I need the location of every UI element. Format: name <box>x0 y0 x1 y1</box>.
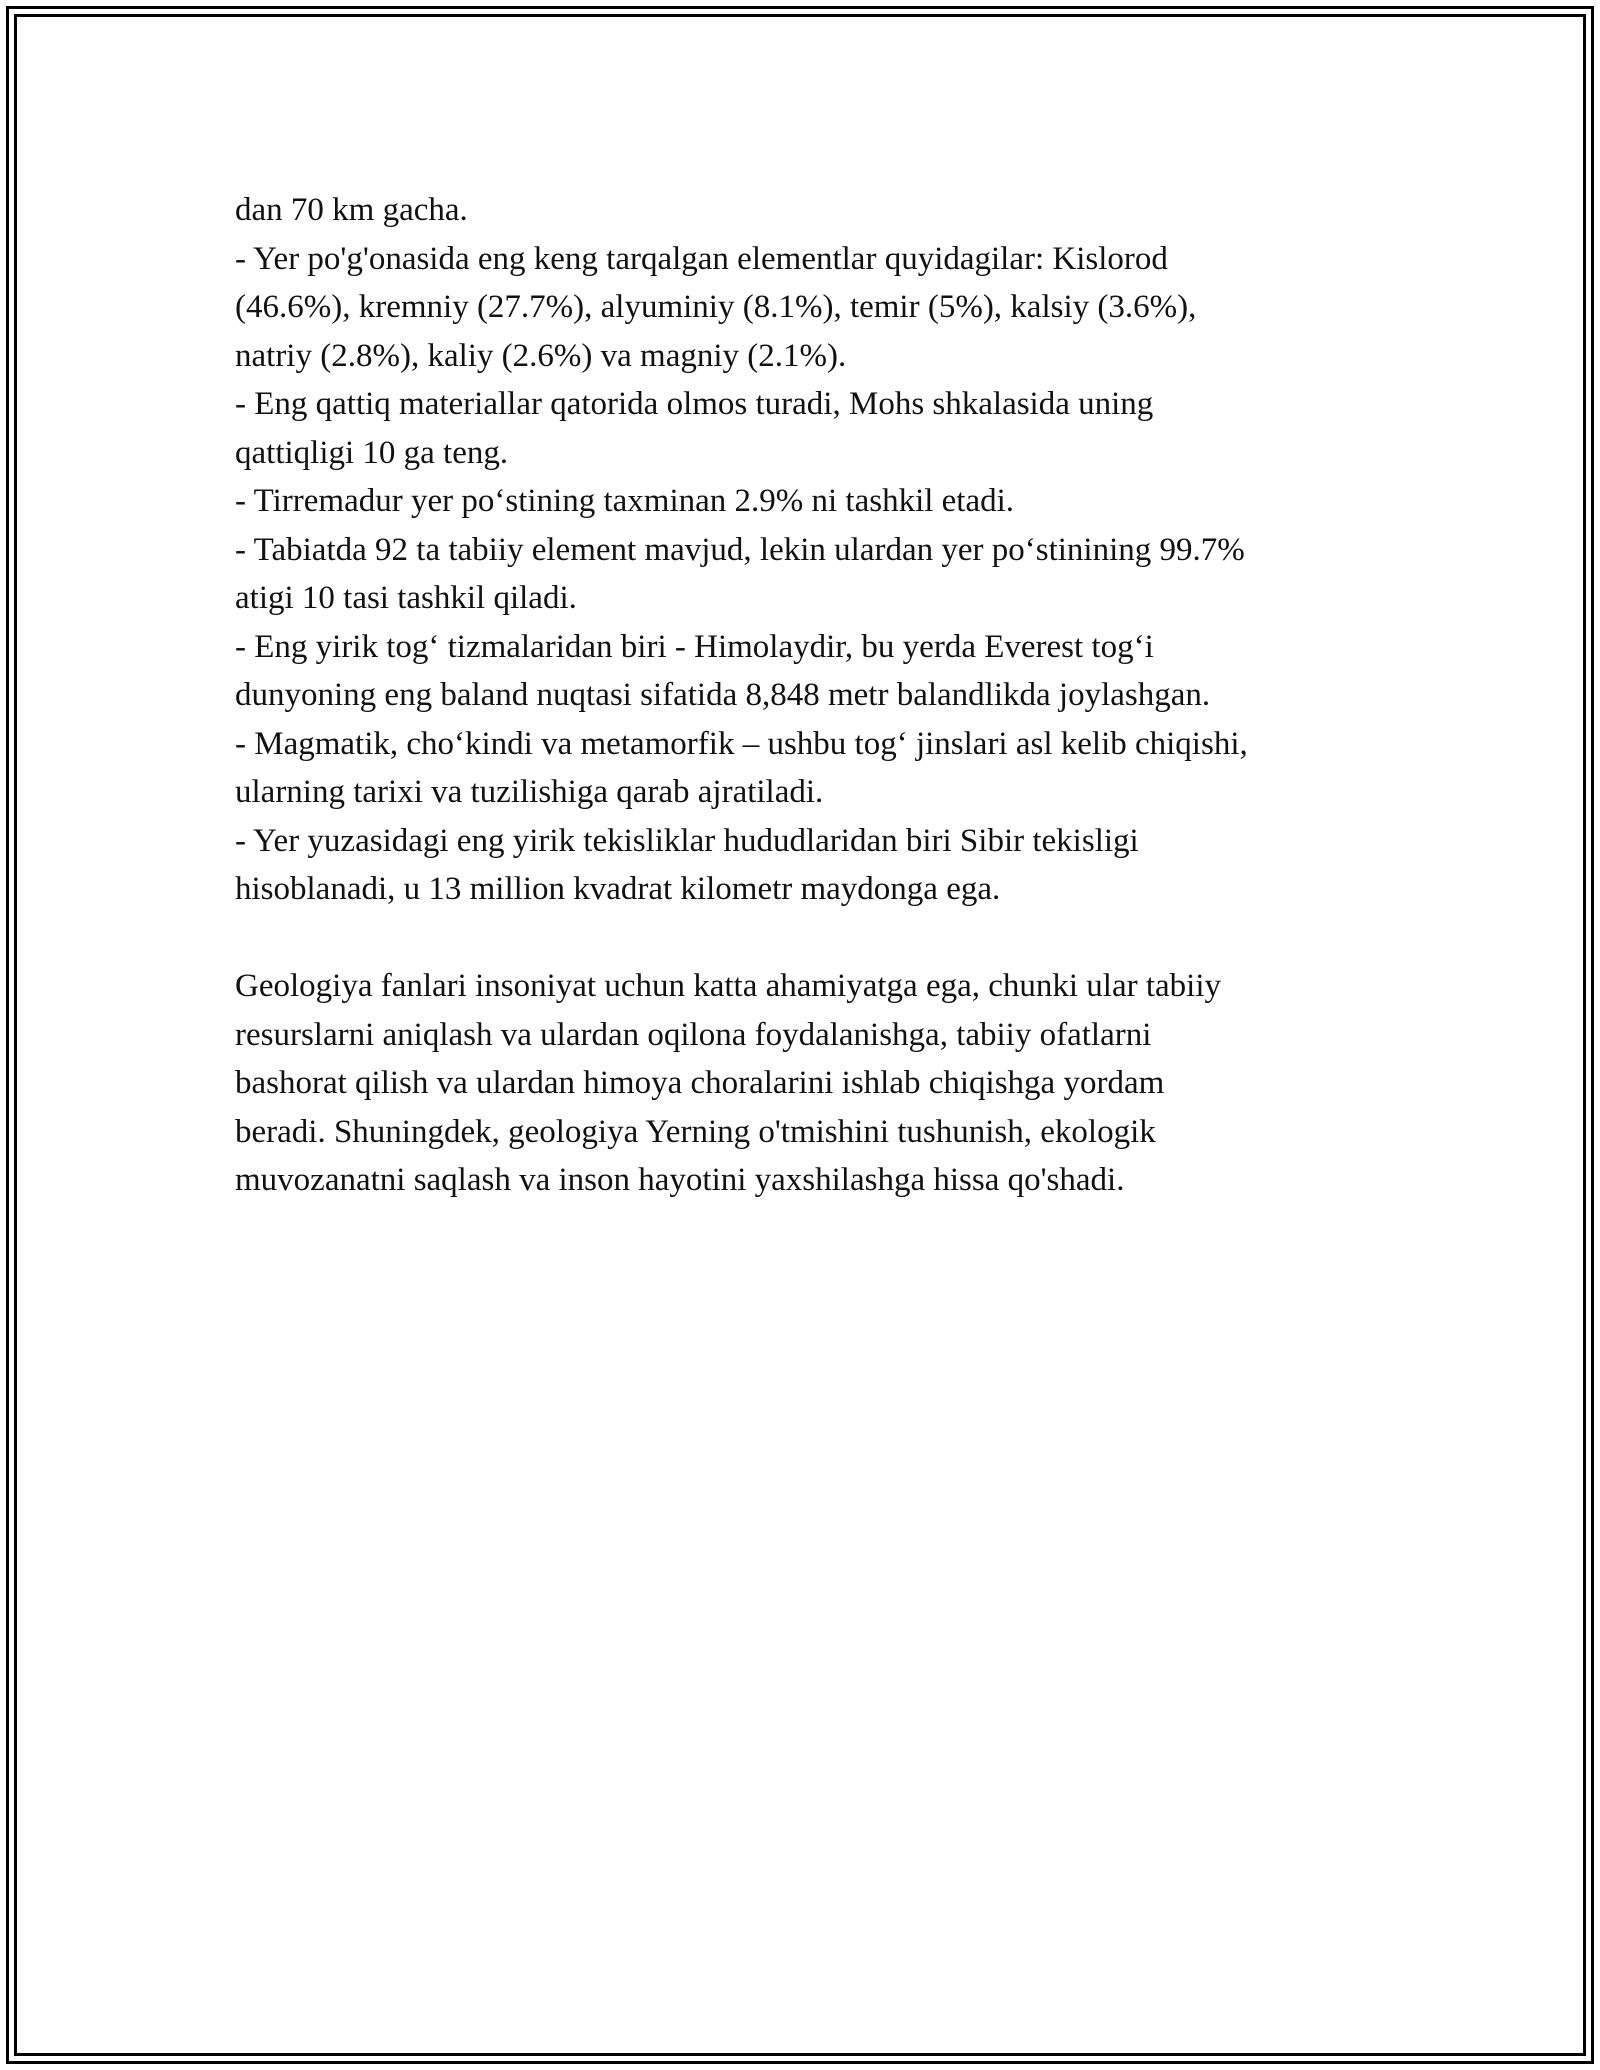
fact-item <box>235 623 1375 720</box>
fact-line: qattiqligi 10 ga teng. <box>235 434 509 471</box>
fact-item <box>235 477 1375 526</box>
fact-line: - Yer yuzasidagi eng yirik tekisliklar hududlaridan biri Sibir tekisligi <box>235 822 1139 859</box>
fact-item <box>235 817 1375 914</box>
fact-line: - Eng qattiq materiallar qatorida olmos turadi, Mohs shkalasida uning <box>235 386 1154 422</box>
paragraph-line: Geologiya fanlari insoniyat uchun katta ahamiyatga ega, chunki ular tabiiy <box>235 968 1222 1004</box>
paragraph-gap <box>235 914 1375 963</box>
fact-line: - Magmatik, cho‘kindi va metamorfik – ushbu tog‘ jinslari asl kelib chiqishi, <box>235 725 1248 762</box>
fact-line: dunyoning eng baland nuqtasi sifatida 8,848 metr balandlikda joylashgan. <box>235 677 1211 713</box>
fact-line: - Tabiatda 92 ta tabiiy element mavjud, lekin ulardan yer po‘stinining 99.7% <box>235 531 1245 568</box>
fact-line: ularning tarixi va tuzilishiga qarab ajratiladi. <box>235 774 824 810</box>
fact-item <box>235 526 1375 623</box>
fact-line: natriy (2.8%), kaliy (2.6%) va magniy (2.1%). <box>235 337 847 374</box>
fact-line: atigi 10 tasi tashkil qiladi. <box>235 580 577 616</box>
paragraph-line: resurslarni aniqlash va ulardan oqilona foydalanishga, tabiiy ofatlarni <box>235 1016 1152 1053</box>
fact-line: hisoblanadi, u 13 million kvadrat kilometr maydonga ega. <box>235 871 1001 907</box>
paragraph-line: bashorat qilish va ulardan himoya choralarini ishlab chiqishga yordam <box>235 1065 1165 1101</box>
fact-item <box>235 380 1375 477</box>
fact-item <box>235 720 1375 817</box>
paragraph-line: beradi. Shuningdek, geologiya Yerning o'tmishini tushunish, ekologik <box>235 1113 1156 1150</box>
fact-list <box>235 235 1375 914</box>
fact-line: - Tirremadur yer po‘stining taxminan 2.9% ni tashkil etadi. <box>235 483 1015 519</box>
fact-line: - Yer po'g'onasida eng keng tarqalgan elementlar quyidagilar: Kislorod <box>235 240 1168 277</box>
fact-item <box>235 235 1375 381</box>
paragraph-line: muvozanatni saqlash va inson hayotini yaxshilashga hissa qo'shadi. <box>235 1162 1125 1198</box>
fact-line: (46.6%), kremniy (27.7%), alyuminiy (8.1%), temir (5%), kalsiy (3.6%), <box>235 289 1197 325</box>
document-body <box>235 186 1375 1205</box>
fact-line: - Eng yirik tog‘ tizmalaridan biri - Himolaydir, bu yerda Everest tog‘i <box>235 628 1154 665</box>
conclusion-paragraph <box>235 962 1375 1205</box>
intro-line: dan 70 km gacha. <box>235 192 468 228</box>
